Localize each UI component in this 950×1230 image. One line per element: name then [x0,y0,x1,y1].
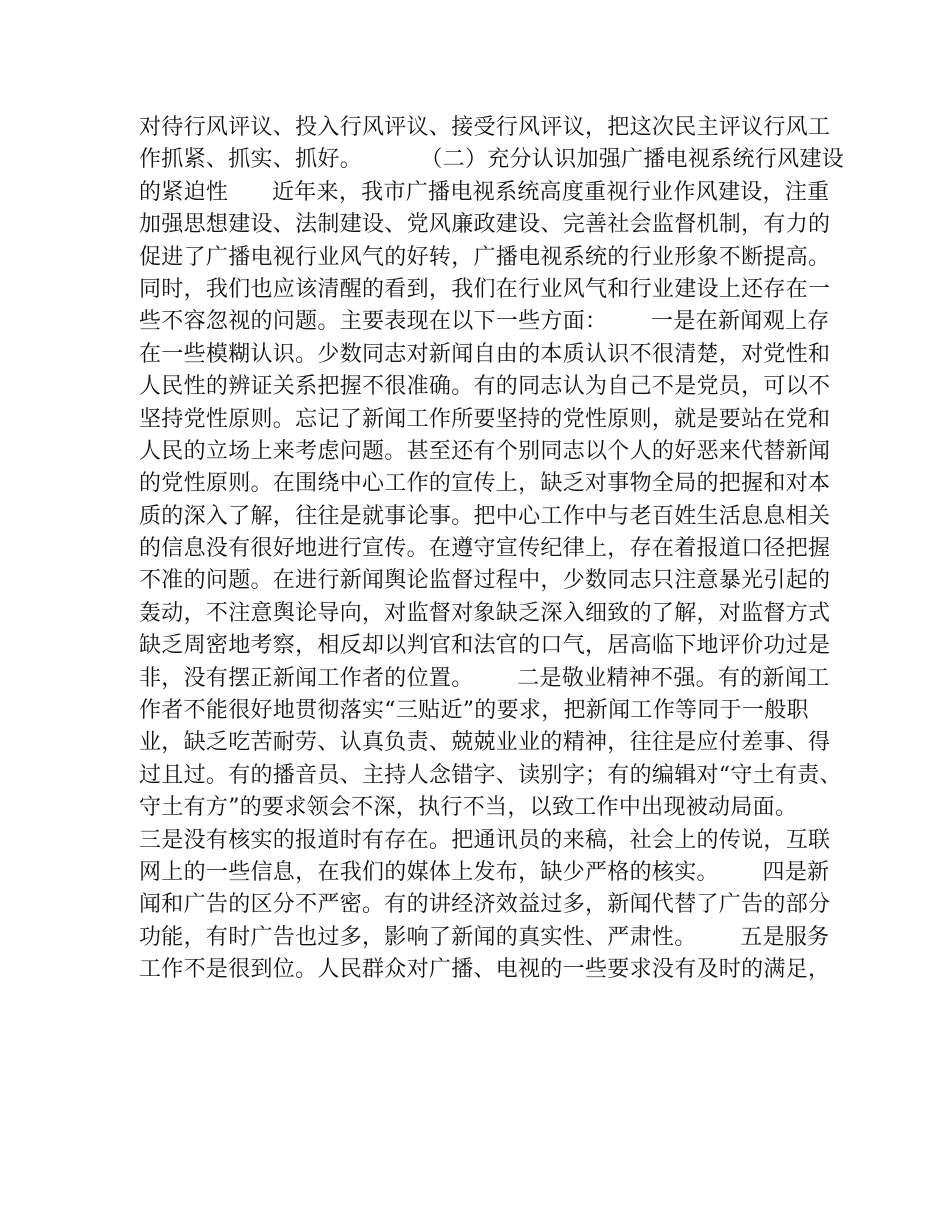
text-line: 加强思想建设、法制建设、党风廉政建设、完善社会监督机制，有力的 [139,212,831,238]
text-line: 功能，有时广告也过多，影响了新闻的真实性、严肃性。 五是服务 [139,924,830,950]
text-line: 闻和广告的区分不严密。有的讲经济效益过多，新闻代替了广告的部分 [139,892,831,918]
text-line: 不准的问题。在进行新闻舆论监督过程中，少数同志只注意暴光引起的 [139,568,831,594]
text-line: 促进了广播电视行业风气的好转，广播电视系统的行业形象不断提高。 [139,244,831,270]
text-line: 对待行风评议、投入行风评议、接受行风评议，把这次民主评议行风工 [139,115,831,140]
body-text [139,112,845,987]
text-line: 工作不是很到位。人民群众对广播、电视的一些要求没有及时的满足， [139,957,831,983]
text-line: 非，没有摆正新闻工作者的位置。 二是敬业精神不强。有的新闻工 [139,665,830,691]
text-line: 业，缺乏吃苦耐劳、认真负责、兢兢业业的精神，往往是应付差事、得 [139,730,831,756]
text-line: 人民性的辨证关系把握不很准确。有的同志认为自己不是党员，可以不 [139,374,831,400]
text-line: 人民的立场上来考虑问题。甚至还有个别同志以个人的好恶来代替新闻 [139,438,831,464]
text-line: 质的深入了解，往往是就事论事。把中心工作中与老百姓生活息息相关 [139,503,831,529]
text-line: 缺乏周密地考察，相反却以判官和法官的口气，居高临下地评价功过是 [139,633,831,659]
text-line: 坚持党性原则。忘记了新闻工作所要坚持的党性原则，就是要站在党和 [139,406,831,432]
text-line: 的信息没有很好地进行宣传。在遵守宣传纪律上，存在着报道口径把握 [139,536,831,562]
text-line: 过且过。有的播音员、主持人念错字、读别字；有的编辑对“守土有责、 [139,762,842,788]
text-line: 作者不能很好地贯彻落实“三贴近”的要求，把新闻工作等同于一般职 [139,698,809,724]
text-line: 在一些模糊认识。少数同志对新闻自由的本质认识不很清楚，对党性和 [139,341,831,367]
text-line: 同时，我们也应该清醒的看到，我们在行业风气和行业建设上还存在一 [139,276,831,302]
text-line: 三是没有核实的报道时有存在。把通讯员的来稿，社会上的传说，互联 [139,827,831,853]
text-line: 的紧迫性 近年来，我市广播电视系统高度重视行业作风建设，注重 [139,179,830,205]
text-line: 网上的一些信息，在我们的媒体上发布，缺少严格的核实。 四是新 [139,859,830,885]
text-line: 的党性原则。在围绕中心工作的宣传上，缺乏对事物全局的把握和对本 [139,471,831,497]
text-line: 作抓紧、抓实、抓好。 （二）充分认识加强广播电视系统行风建设 [139,147,845,173]
text-line: 守土有方”的要求领会不深，执行不当，以致工作中出现被动局面。 [139,795,798,821]
text-line: 轰动，不注意舆论导向，对监督对象缺乏深入细致的了解，对监督方式 [139,600,831,626]
text-line: 些不容忽视的问题。主要表现在以下一些方面： 一是在新闻观上存 [139,309,830,335]
